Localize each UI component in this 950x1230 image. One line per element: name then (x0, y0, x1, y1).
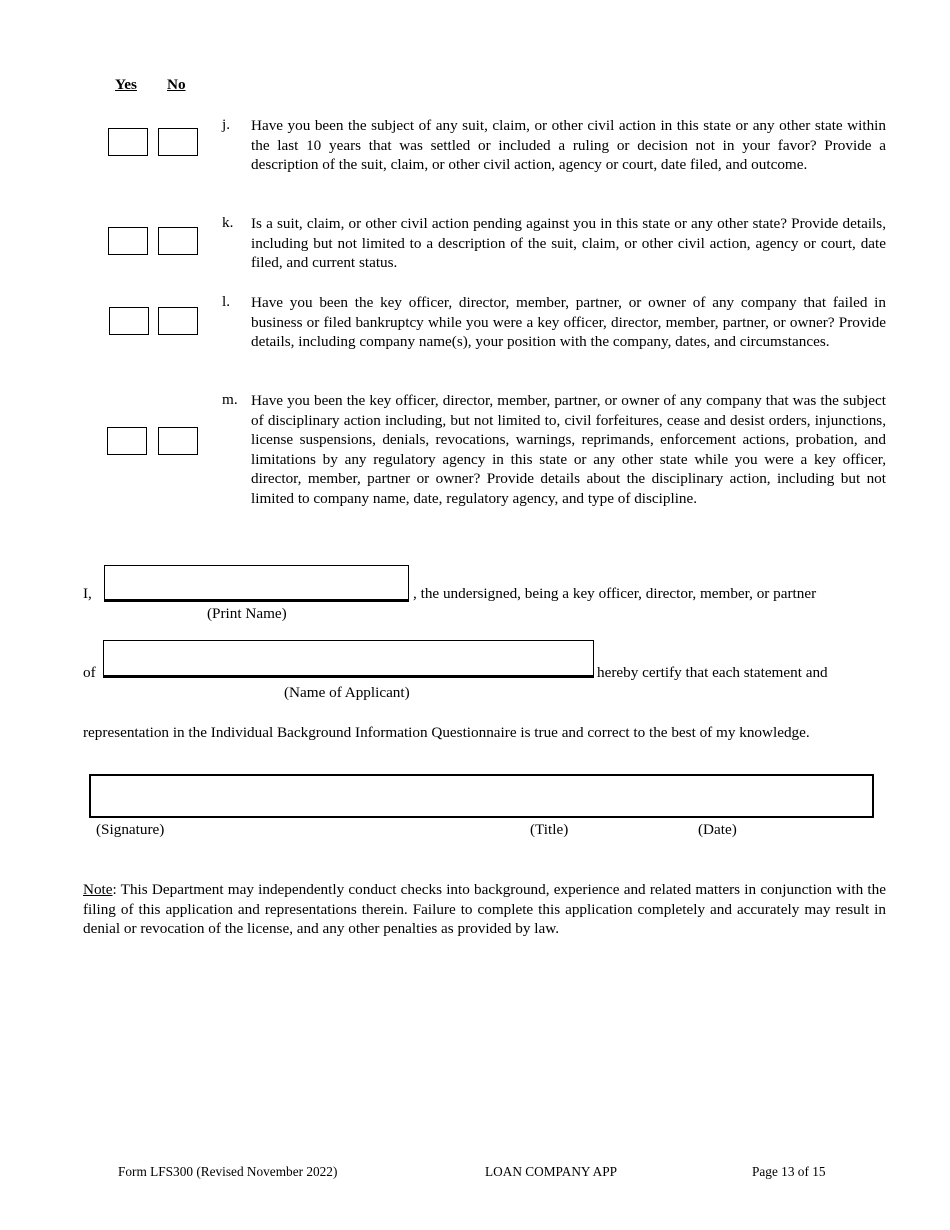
note-paragraph (83, 880, 886, 939)
question-m-text: Have you been the key officer, director, member, partner, or owner of any company that was the subject of disciplinary action including, but not limited to, civil forfeitures, cease and desist orders, injunctions, license suspensions, denials, revocations, warnings, reprimands, enforcement actions, probation, and limitations by any regulatory agency in this state or any other state while you were a key officer, director, member, partner or owner? Provide details about the disciplinary action, including but not limited to company name, date, regulatory agency, and type of discipline. (251, 392, 886, 507)
footer-page-number: Page 13 of 15 (752, 1164, 826, 1179)
question-m-yes-checkbox[interactable] (107, 427, 147, 455)
date-label: (Date) (698, 821, 737, 838)
signature-label: (Signature) (96, 821, 165, 838)
question-j-no-checkbox[interactable] (158, 128, 198, 156)
footer-center-title: LOAN COMPANY APP (485, 1164, 618, 1179)
question-k-letter: k. (222, 214, 234, 231)
applicant-name-label: (Name of Applicant) (284, 684, 410, 701)
question-k-no-checkbox[interactable] (158, 227, 198, 255)
signature-title-date-field[interactable] (89, 774, 874, 818)
footer-form-id: Form LFS300 (Revised November 2022) (118, 1164, 338, 1179)
certification-after-name-text: , the undersigned, being a key officer, director, member, or partner (413, 585, 817, 602)
note-text: : This Department may independently conduct checks into background, experience and related matters in conjunction with the filing of this application and representations therein. Failure to complete this application completely and accurately may result in denial or revocation of the license, and any other penalties as provided by law. (83, 881, 886, 938)
question-j-text: Have you been the subject of any suit, claim, or other civil action in this state or any other state within the last 10 years that was settled or included a ruling or decision not in your favor? Provide a description of the suit, claim, or other civil action, agency or court, date filed, and outcome. (251, 117, 886, 174)
note-label: Note (83, 881, 113, 898)
question-k-yes-checkbox[interactable] (108, 227, 148, 255)
certification-of-prefix: of (83, 664, 96, 681)
question-m-no-checkbox[interactable] (158, 427, 198, 455)
question-l-letter: l. (222, 293, 231, 310)
certification-after-applicant-text: hereby certify that each statement and (597, 664, 828, 681)
certification-statement: representation in the Individual Background Information Questionnaire is true and correct to the best of my knowledge. (83, 724, 810, 741)
question-l-yes-checkbox[interactable] (109, 307, 149, 335)
applicant-name-field[interactable] (103, 640, 594, 678)
certification-i-prefix: I, (83, 585, 92, 602)
question-m-letter: m. (222, 391, 238, 408)
question-k-text: Is a suit, claim, or other civil action pending against you in this state or any other state? Provide details, including but not limited to a description of the suit, claim, or other civil action, agency or court, date filed, and current status. (251, 215, 886, 272)
yes-column-header: Yes (115, 76, 137, 93)
question-l-no-checkbox[interactable] (158, 307, 198, 335)
question-l-text: Have you been the key officer, director, member, partner, or owner of any company that failed in business or filed bankruptcy while you were a key officer, director, member, partner, or owner? Provide details, including company name(s), your position with the company, dates, and circumstances. (251, 294, 886, 351)
title-label: (Title) (530, 821, 569, 838)
print-name-field[interactable] (104, 565, 409, 602)
print-name-label: (Print Name) (207, 605, 287, 622)
no-column-header: No (167, 76, 186, 93)
question-j-yes-checkbox[interactable] (108, 128, 148, 156)
question-j-letter: j. (222, 116, 231, 133)
